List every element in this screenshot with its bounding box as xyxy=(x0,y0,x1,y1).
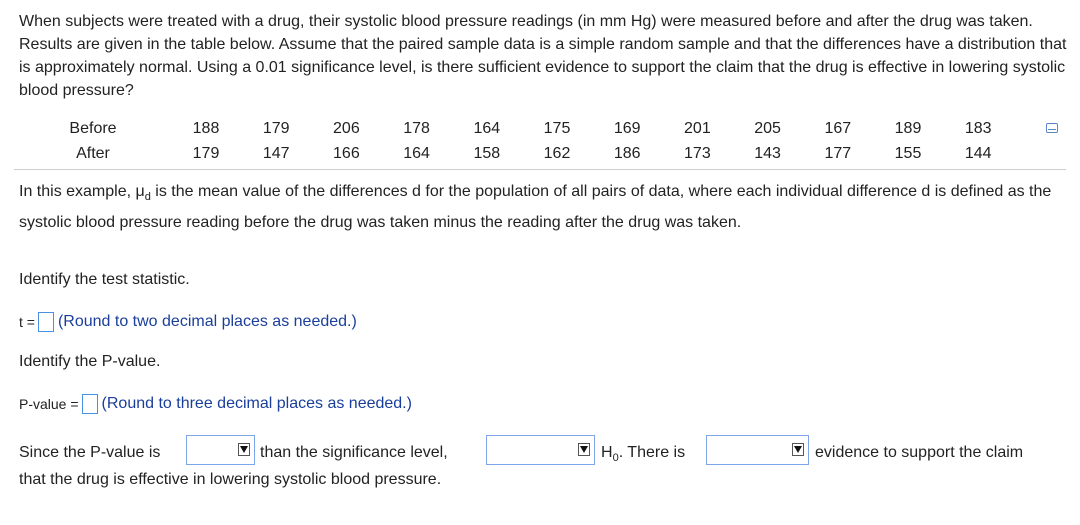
table-cell: 175 xyxy=(543,120,571,137)
explanation-text xyxy=(19,179,1064,236)
test-statistic-row xyxy=(19,312,357,332)
null-hypothesis-h: H xyxy=(601,444,613,461)
table-cell: 166 xyxy=(333,145,360,162)
dropdown-arrow-icon xyxy=(238,443,250,456)
table-cell: 164 xyxy=(403,145,430,162)
table-cell: 162 xyxy=(543,145,571,162)
conclusion-part2: than the significance level, xyxy=(260,444,448,461)
t-label: t = xyxy=(19,314,35,330)
table-cell: 201 xyxy=(684,120,711,137)
conclusion-part1: Since the P-value is xyxy=(19,444,161,461)
evidence-dropdown[interactable] xyxy=(706,435,809,465)
conclusion-part3-tail: . There is xyxy=(618,444,686,461)
dropdown-arrow-icon xyxy=(792,443,804,456)
explanation-post: is the mean value of the differences d for the population of all pairs of data, where each individual difference d is defined as the systolic blood pressure reading before the drug was taken minus the reading after the drug was taken. xyxy=(19,183,1052,232)
table-cell: 205 xyxy=(754,120,781,137)
t-answer-input[interactable] xyxy=(38,312,54,332)
p-value-prompt: Identify the P-value. xyxy=(19,353,161,370)
table-cell: 188 xyxy=(192,120,220,137)
mu-symbol: μ xyxy=(135,183,145,200)
null-hypothesis-sub: 0 xyxy=(612,452,619,465)
question-text: When subjects were treated with a drug, their systolic blood pressure readings (in mm Hg) were measured before and after the drug was taken. Results are given in the table below. Assume that the paired sample data is a simple random sample and that the differences have a distribution that is approximately normal. Using a 0.01 significance level, is there sufficient evidence to support the claim that the drug is effective in lowering systolic blood pressure? xyxy=(19,13,1067,99)
table-cell: 147 xyxy=(262,145,290,162)
t-hint: (Round to two decimal places as needed.) xyxy=(57,313,357,330)
table-cell: 143 xyxy=(754,145,781,162)
dropdown-arrow-icon xyxy=(578,443,590,456)
row-label-after: After xyxy=(76,145,110,162)
p-value-hint: (Round to three decimal places as needed.) xyxy=(101,395,412,412)
table-cell: 169 xyxy=(613,120,641,137)
table-cell: 179 xyxy=(192,145,220,162)
p-value-label: P-value = xyxy=(19,396,79,412)
table-cell: 189 xyxy=(894,120,922,137)
test-statistic-prompt: Identify the test statistic. xyxy=(19,271,190,288)
decision-dropdown[interactable] xyxy=(486,435,595,465)
row-label-before: Before xyxy=(69,120,117,137)
p-value-row xyxy=(19,394,412,414)
table-cell: 177 xyxy=(824,145,852,162)
table-cell: 206 xyxy=(333,120,360,137)
table-cell: 183 xyxy=(964,120,992,137)
table-cell: 178 xyxy=(403,120,430,137)
conclusion-line2: that the drug is effective in lowering systolic blood pressure. xyxy=(19,471,442,488)
mu-subscript: d xyxy=(144,191,151,204)
divider xyxy=(14,169,1066,170)
conclusion-part4: evidence to support the claim xyxy=(815,444,1024,461)
table-cell: 167 xyxy=(824,120,852,137)
table-cell: 173 xyxy=(684,145,711,162)
table-cell: 164 xyxy=(473,120,501,137)
table-cell: 155 xyxy=(894,145,922,162)
explanation-pre: In this example, xyxy=(19,183,136,200)
p-value-answer-input[interactable] xyxy=(82,394,98,414)
conclusion-part3 xyxy=(601,444,685,464)
table-cell: 158 xyxy=(473,145,501,162)
table-cell: 144 xyxy=(964,145,992,162)
table-cell: 186 xyxy=(613,145,641,162)
copy-icon[interactable] xyxy=(1046,123,1058,133)
table-cell: 179 xyxy=(262,120,290,137)
comparison-dropdown[interactable] xyxy=(186,435,255,465)
